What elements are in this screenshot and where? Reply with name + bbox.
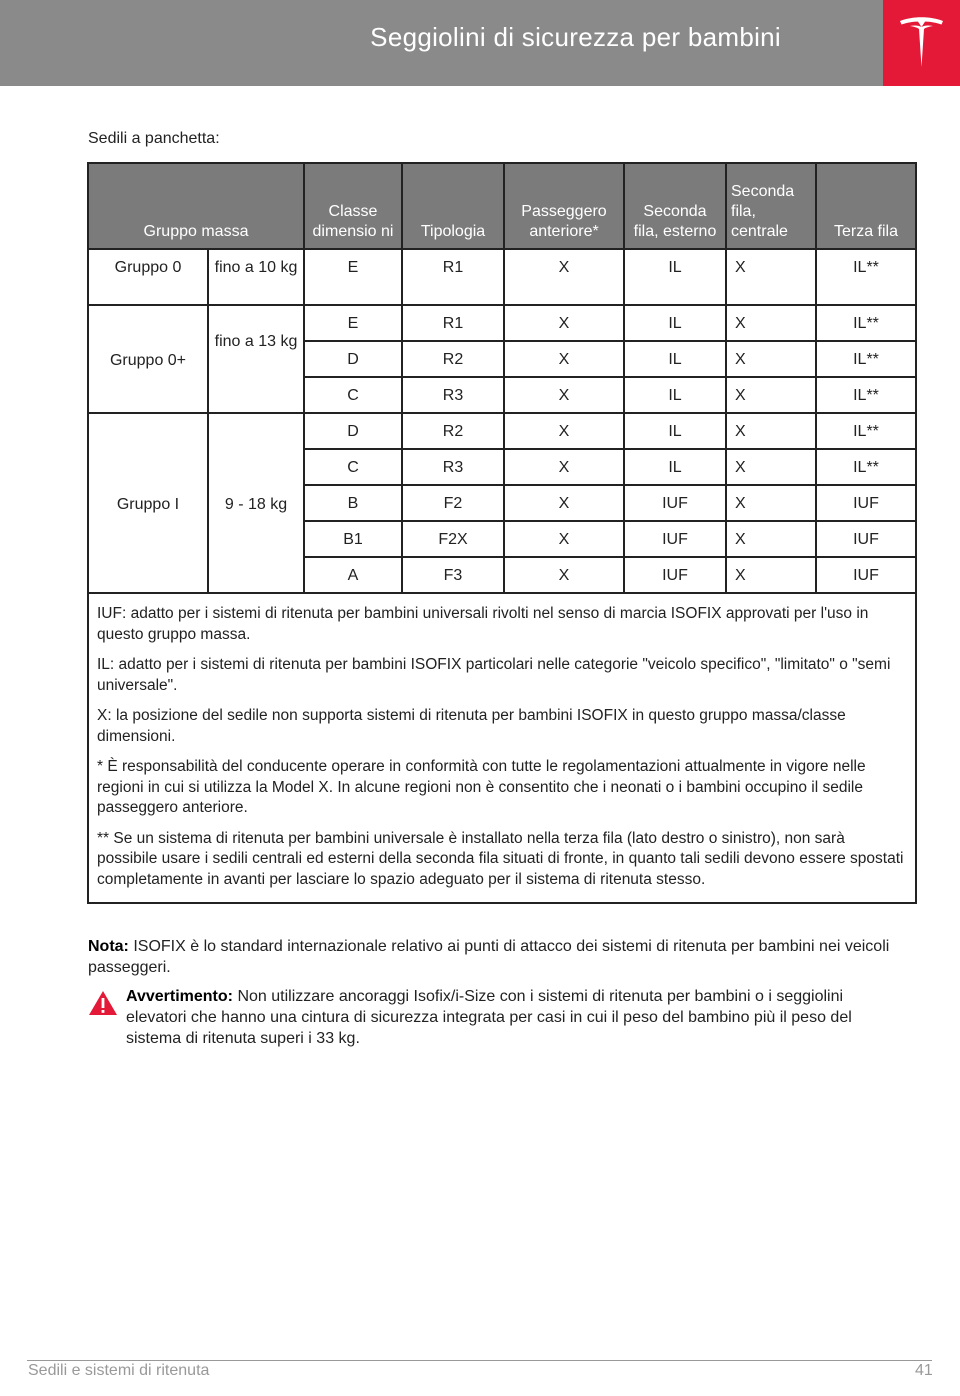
- cell-typology: F2: [402, 485, 504, 521]
- cell-size-class: D: [304, 413, 402, 449]
- cell-third-row: IL**: [816, 377, 916, 413]
- cell-typology: F2X: [402, 521, 504, 557]
- note-asterisk: * È responsabilità del conducente operare in conformità con tutte le regolamentazioni attualmente in vigore nelle regioni in cui si utilizza la Model X. In alcune regioni non è consentito che i neonati o i bambini occupino il sedile passeggero anteriore.: [97, 758, 866, 816]
- cell-second-row-outer: IUF: [624, 557, 726, 593]
- cell-third-row: IL**: [816, 449, 916, 485]
- cell-front-passenger: X: [504, 377, 624, 413]
- cell-second-row-center: X: [726, 249, 816, 305]
- cell-size-class: C: [304, 449, 402, 485]
- cell-size-class: E: [304, 305, 402, 341]
- warning-text: Non utilizzare ancoraggi Isofix/i-Size con i sistemi di ritenuta per bambini o i seggiolini elevatori che hanno una cintura di sicurezza integrata per casi in cui il peso del bambino più il peso del sistema di ritenuta superi i 33 kg.: [126, 988, 852, 1047]
- cell-size-class: C: [304, 377, 402, 413]
- table-row: [88, 413, 916, 449]
- cell-third-row: IUF: [816, 485, 916, 521]
- cell-front-passenger: X: [504, 341, 624, 377]
- group-mass: fino a 10 kg: [208, 249, 304, 305]
- cell-typology: R3: [402, 377, 504, 413]
- cell-second-row-center: X: [726, 557, 816, 593]
- header-third-row: Terza fila: [816, 163, 916, 249]
- cell-front-passenger: X: [504, 557, 624, 593]
- cell-front-passenger: X: [504, 449, 624, 485]
- cell-size-class: B1: [304, 521, 402, 557]
- brand-logo: [883, 0, 960, 86]
- cell-second-row-outer: IUF: [624, 485, 726, 521]
- group-mass: fino a 13 kg: [208, 305, 304, 413]
- cell-third-row: IL**: [816, 341, 916, 377]
- cell-second-row-outer: IUF: [624, 521, 726, 557]
- warning-triangle-icon: [88, 990, 118, 1016]
- cell-front-passenger: X: [504, 249, 624, 305]
- note-text: ISOFIX è lo standard internazionale relativo ai punti di attacco dei sistemi di ritenuta per bambini nei veicoli passeggeri.: [88, 938, 890, 976]
- cell-size-class: A: [304, 557, 402, 593]
- cell-second-row-outer: IL: [624, 249, 726, 305]
- footer-section-title: Sedili e sistemi di ritenuta: [28, 1362, 210, 1379]
- cell-second-row-center: X: [726, 521, 816, 557]
- note-il: IL: adatto per i sistemi di ritenuta per bambini ISOFIX particolari nelle categorie "veicolo specifico", "limitato" o "semi universale".: [97, 656, 891, 694]
- cell-front-passenger: X: [504, 521, 624, 557]
- cell-typology: R2: [402, 341, 504, 377]
- warning-block: [126, 986, 906, 1049]
- cell-typology: R1: [402, 249, 504, 305]
- page-number: 41: [915, 1362, 933, 1379]
- table-row: [88, 305, 916, 341]
- cell-second-row-center: X: [726, 377, 816, 413]
- cell-second-row-center: X: [726, 449, 816, 485]
- footer-divider: [27, 1360, 932, 1361]
- cell-size-class: B: [304, 485, 402, 521]
- note-iuf: IUF: adatto per i sistemi di ritenuta per bambini universali rivolti nel senso di marcia ISOFIX approvati per l'uso in questo gruppo massa.: [97, 605, 869, 643]
- group-name: Gruppo I: [88, 413, 208, 593]
- tesla-logo-icon: [898, 15, 945, 71]
- page-title: Seggiolini di sicurezza per bambini: [370, 22, 781, 52]
- header-typology: Tipologia: [402, 163, 504, 249]
- header-size-class: Classe dimensio ni: [304, 163, 402, 249]
- cell-front-passenger: X: [504, 305, 624, 341]
- cell-front-passenger: X: [504, 413, 624, 449]
- cell-second-row-center: X: [726, 341, 816, 377]
- warning-label: Avvertimento:: [126, 988, 233, 1005]
- cell-front-passenger: X: [504, 485, 624, 521]
- cell-typology: R2: [402, 413, 504, 449]
- cell-third-row: IL**: [816, 249, 916, 305]
- cell-typology: F3: [402, 557, 504, 593]
- isofix-compatibility-table: [87, 162, 917, 904]
- cell-second-row-center: X: [726, 485, 816, 521]
- note-label: Nota:: [88, 938, 129, 955]
- header-second-row-outer: Seconda fila, esterno: [624, 163, 726, 249]
- cell-typology: R1: [402, 305, 504, 341]
- note-double-asterisk: ** Se un sistema di ritenuta per bambini universale è installato nella terza fila (lato destro o sinistro), non sarà possibile usare i sedili centrali ed esterni della seconda fila situati di fronte, in quanto tali sedili devono essere spostati completamente in avanti per lasciare lo spazio adeguato per il sistema di ritenuta stesso.: [97, 829, 904, 888]
- cell-second-row-outer: IL: [624, 305, 726, 341]
- cell-third-row: IL**: [816, 413, 916, 449]
- cell-third-row: IUF: [816, 557, 916, 593]
- group-name: Gruppo 0+: [88, 305, 208, 413]
- table-header-row: [88, 163, 916, 249]
- cell-second-row-outer: IL: [624, 413, 726, 449]
- group-mass: 9 - 18 kg: [208, 413, 304, 593]
- isofix-note: [88, 936, 898, 978]
- cell-third-row: IUF: [816, 521, 916, 557]
- header-mass-group: Gruppo massa: [88, 163, 304, 249]
- cell-second-row-outer: IL: [624, 449, 726, 485]
- cell-second-row-outer: IL: [624, 341, 726, 377]
- cell-third-row: IL**: [816, 305, 916, 341]
- table-row: [88, 249, 916, 305]
- cell-second-row-center: X: [726, 413, 816, 449]
- header-front-passenger: Passeggero anteriore*: [504, 163, 624, 249]
- cell-size-class: D: [304, 341, 402, 377]
- header-second-row-center: Seconda fila, centrale: [726, 163, 816, 249]
- cell-second-row-outer: IL: [624, 377, 726, 413]
- table-body: [88, 249, 916, 903]
- page-header: [0, 0, 883, 86]
- group-name: Gruppo 0: [88, 249, 208, 305]
- note-x: X: la posizione del sedile non supporta sistemi di ritenuta per bambini ISOFIX in questo gruppo massa/classe dimensioni.: [97, 707, 846, 745]
- cell-second-row-center: X: [726, 305, 816, 341]
- intro-text: Sedili a panchetta:: [88, 130, 220, 147]
- table-notes-row: [88, 593, 916, 903]
- cell-typology: R3: [402, 449, 504, 485]
- cell-size-class: E: [304, 249, 402, 305]
- table-notes: [88, 593, 916, 903]
